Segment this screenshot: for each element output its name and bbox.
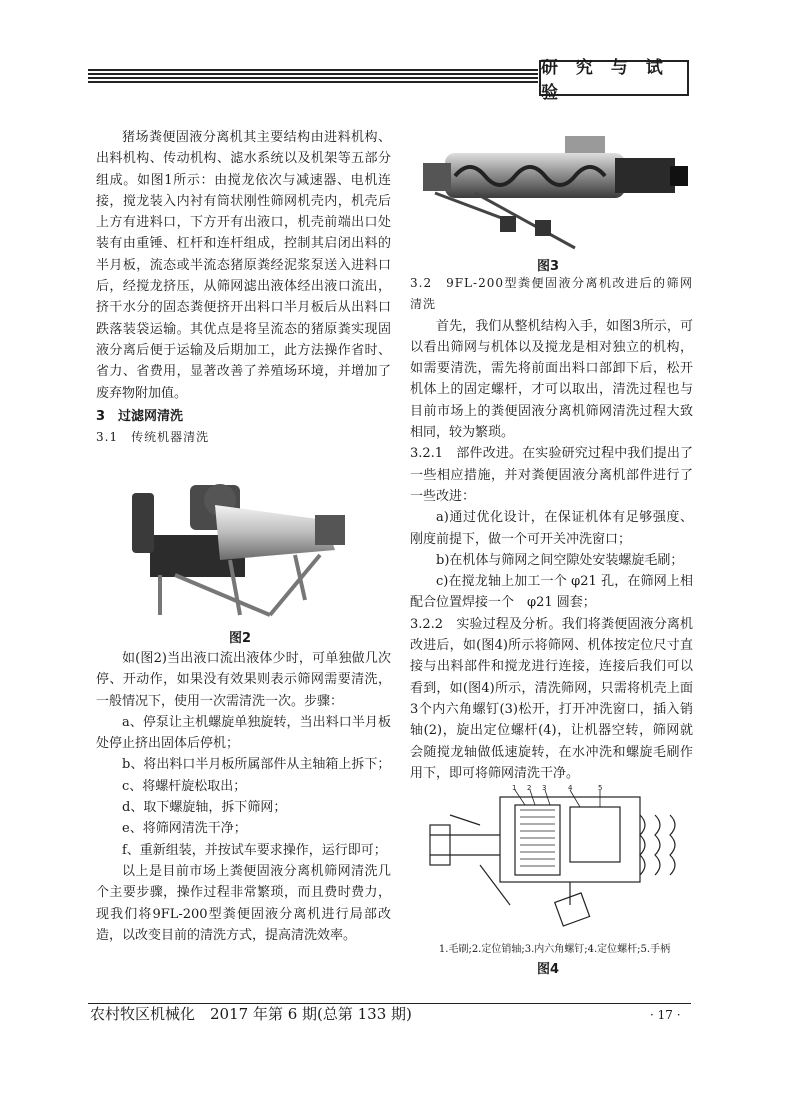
- section-heading: 3 过滤网清洗: [96, 408, 184, 424]
- journal-info: 农村牧区机械化 2017 年第 6 期(总第 133 期): [90, 1005, 412, 1023]
- figure-4-technical-drawing: [420, 785, 690, 933]
- right-column: [410, 273, 693, 784]
- step-item: c、将螺杆旋松取出；: [122, 778, 247, 794]
- list-item: a)通过优化设计，在保证机体有足够强度、刚度前提下，做一个可开关冲洗窗口；: [410, 510, 693, 547]
- paragraph: 如(图2)当出液口流出液体少时，可单独做几次停、开动作，如果没有效果则表示筛网需要清洗，一般情况下，使用一次需清洗一次。步骤：: [96, 651, 391, 709]
- figure-2-caption: 图2: [228, 631, 252, 646]
- figure-3-cutaway-render: [415, 128, 695, 253]
- paragraph: 猪场粪便固液分离机其主要结构由进料机构、出料机构、传动机构、滤水系统以及机架等五部分组成。如图1所示：由搅龙依次与减速器、电机连接，搅龙装入内衬有筒状刚性筛网机壳内，机壳后上方有进料口，下方开有出液口，机壳前端出口处装有由重锤、杠杆和连杆组成，控制其启闭出料的半月板，流态或半流态猪原粪经泥浆泵送入进料口后，经搅龙挤压，从筛网滤出液体经出液口流出，挤干水分的固态粪便挤开出料口半月板后从出料口跌落装袋运输。其优点是将呈流态的猪原粪实现固液分离后便于运输及后期加工，此方法操作省时、省力、省费用，显著改善了养殖场环境，并增加了废弃物附加值。: [96, 130, 391, 401]
- paragraph: 以上是目前市场上粪便固液分离机筛网清洗几个主要步骤，操作过程非常繁琐，而且费时费力，现我们将9FL-200型粪便固液分离机进行局部改造，以改变目前的清洗方式，提高清洗效率。: [96, 863, 391, 943]
- section-label: 研 究 与 试 验: [539, 60, 689, 96]
- figure-3-caption: 图3: [536, 259, 560, 274]
- figure-4-legend: 1.毛刷;2.定位销轴;3.内六角螺钉;4.定位螺杆;5.手柄: [438, 944, 671, 955]
- step-item: d、取下螺旋轴，拆下筛网；: [122, 800, 287, 816]
- left-column: [96, 127, 391, 448]
- header-rule: [88, 69, 538, 87]
- step-item: f、重新组装，并按试车要求操作，运行即可；: [122, 842, 387, 858]
- paragraph: 3.2.2 实验过程及分析。我们将粪便固液分离机改进后，如(图4)所示将筛网、机体按定位尺寸直接与出料部件和搅龙进行连接，连接后我们可以看到，如(图4)所示，清洗筛网，只需将机壳上面3个内六角螺钉(3)松开，打开冲洗窗口，插入销轴(2)，旋出定位螺杆(4)，让机器空转，筛网就会随搅龙轴做低速旋转，在水冲洗和螺旋毛刷作用下，即可将筛网清洗干净。: [410, 616, 693, 781]
- paragraph: 3.2.1 部件改进。在实验研究过程中我们提出了一些相应措施，并对粪便固液分离机部件进行了一些改进：: [410, 446, 693, 504]
- left-column-lower: [96, 648, 391, 946]
- callout-number: 2: [527, 785, 532, 792]
- list-item: b)在机体与筛网之间空隙处安装螺旋毛刷；: [436, 552, 684, 568]
- list-item: c)在搅龙轴上加工一个 φ21 孔，在筛网上相配合位置焊接一个 φ21 圆套；: [410, 574, 693, 611]
- step-item: e、将筛网清洗干净；: [122, 821, 247, 837]
- page-number: · 17 ·: [650, 1008, 681, 1022]
- callout-number: 4: [568, 785, 573, 792]
- callout-number: 1: [512, 785, 517, 792]
- subsection-heading: 3.2 9FL-200型粪便固液分离机改进后的筛网清洗: [410, 276, 693, 312]
- step-item: a、停泵让主机螺旋单独旋转，当出料口半月板处停止挤出固体后停机；: [96, 714, 391, 752]
- figure-2-machine-photo: [120, 465, 360, 625]
- figure-4-caption: 图4: [536, 962, 560, 977]
- step-item: b、将出料口半月板所属部件从主轴箱上拆下；: [122, 757, 391, 773]
- subsection-heading: 3.1 传统机器清洗: [96, 430, 210, 445]
- callout-number: 3: [542, 785, 547, 792]
- callout-number: 5: [598, 785, 603, 792]
- paragraph: 首先，我们从整机结构入手，如图3所示，可以看出筛网与机体以及搅龙是相对独立的机构，如需要清洗，需先将前面出料口部卸下后，松开机体上的固定螺杆，才可以取出，清洗过程也与目前市场上的粪便固液分离机筛网清洗过程大致相同，较为繁琐。: [410, 318, 693, 441]
